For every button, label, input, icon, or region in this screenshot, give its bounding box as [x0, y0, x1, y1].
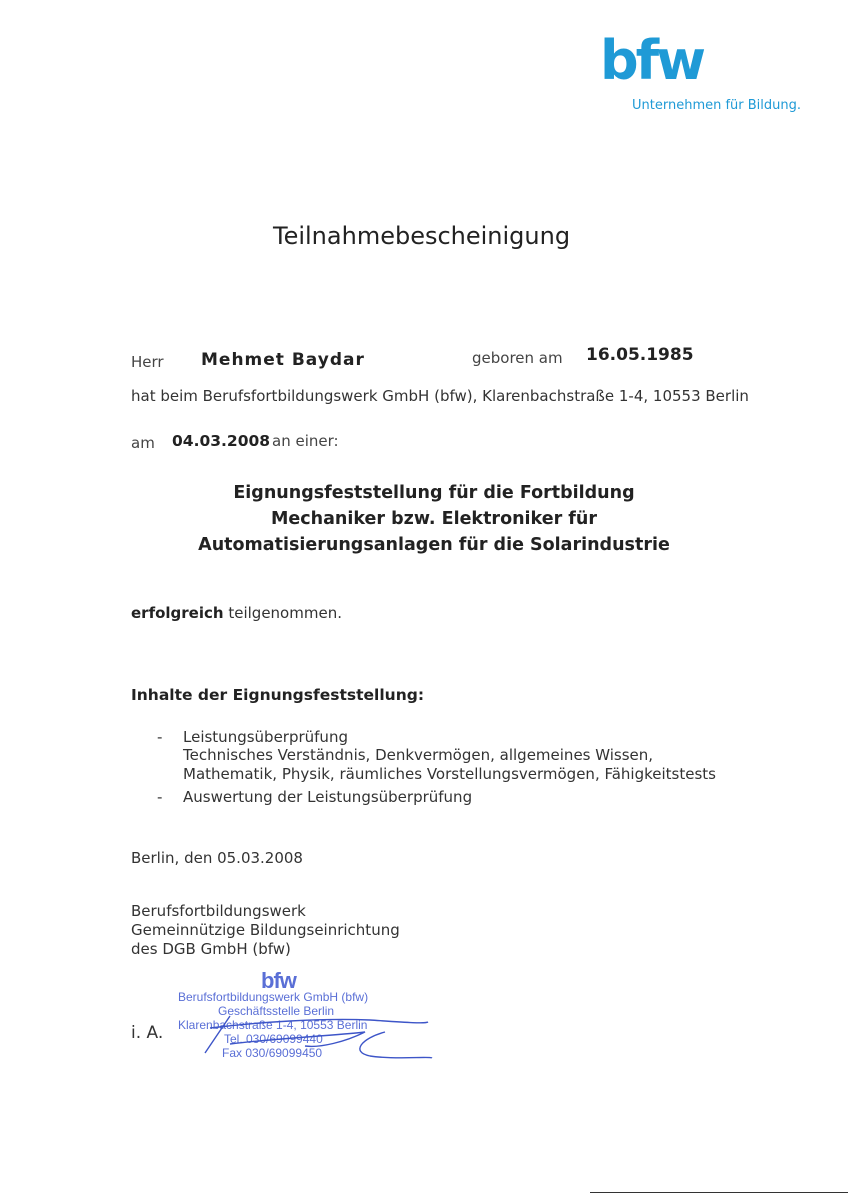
result-bold: erfolgreich [131, 604, 224, 622]
institution-line: hat beim Berufsfortbildungswerk GmbH (bfw), Klarenbachstraße 1-4, 10553 Berlin [131, 387, 749, 405]
course-line-3: Automatisierungsanlagen für die Solarindustrie [198, 535, 670, 555]
person-name: Mehmet Baydar [201, 350, 365, 370]
issuer-line-3: des DGB GmbH (bfw) [131, 940, 291, 958]
salutation: Herr [131, 353, 164, 371]
place-date: Berlin, den 05.03.2008 [131, 849, 303, 867]
bullet-1-detail-1: Technisches Verständnis, Denkvermögen, allgemeines Wissen, [183, 746, 654, 764]
issuer-line-2: Gemeinnützige Bildungseinrichtung [131, 921, 400, 939]
bullet-dash-2: - [157, 788, 163, 806]
issuer-line-1: Berufsfortbildungswerk [131, 902, 306, 920]
stamp-line-3: Klarenbachstraße 1-4, 10553 Berlin [178, 1018, 368, 1032]
date-prefix: am [131, 434, 155, 452]
stamp-line-4: Tel. 030/69099440 [224, 1032, 323, 1046]
stamp-line-1: Berufsfortbildungswerk GmbH (bfw) [178, 990, 369, 1004]
born-label: geboren am [472, 349, 563, 367]
signature-prefix: i. A. [131, 1023, 164, 1043]
bullet-1-title: Leistungsüberprüfung [183, 728, 348, 746]
contents-heading: Inhalte der Eignungsfeststellung: [131, 686, 425, 704]
bullet-1-detail-2: Mathematik, Physik, räumliches Vorstellungsvermögen, Fähigkeitstests [183, 765, 716, 783]
bullet-dash-1: - [157, 728, 163, 746]
document-title: Teilnahmebescheinigung [273, 222, 571, 250]
handwritten-signature [170, 1008, 440, 1068]
logo-tagline: Unternehmen für Bildung. [632, 98, 802, 113]
stamp-line-5: Fax 030/69099450 [222, 1046, 323, 1060]
bullet-2-title: Auswertung der Leistungsüberprüfung [183, 788, 473, 806]
result-line [131, 604, 342, 622]
stamp-logo: bfw [261, 968, 296, 993]
stamp-line-2: Geschäftsstelle Berlin [218, 1004, 335, 1018]
course-line-1: Eignungsfeststellung für die Fortbildung [233, 483, 635, 503]
bfw-logo: bfw [600, 29, 704, 92]
course-line-2: Mechaniker bzw. Elektroniker für [270, 509, 598, 529]
date-suffix: an einer: [272, 432, 339, 450]
result-rest: teilgenommen. [228, 604, 342, 622]
birth-date: 16.05.1985 [586, 345, 694, 365]
bottom-divider [590, 1192, 848, 1193]
course-date: 04.03.2008 [172, 432, 271, 450]
